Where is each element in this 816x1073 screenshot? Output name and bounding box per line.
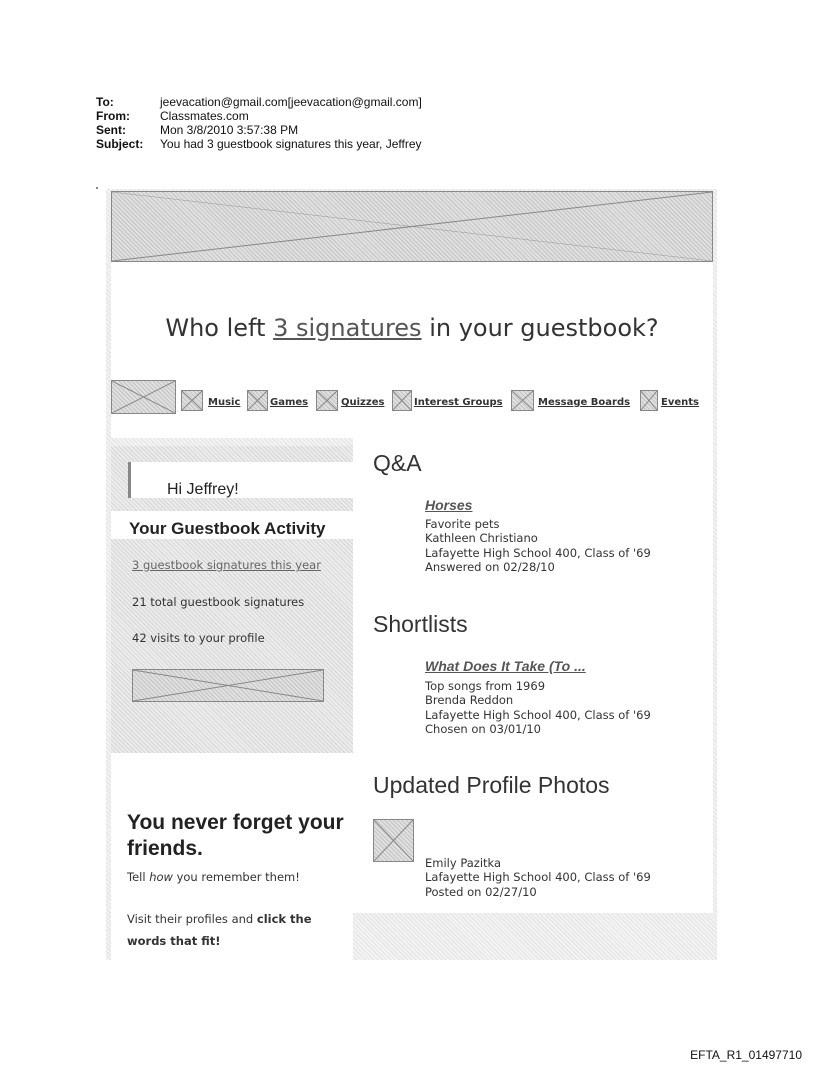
photo-line1: Emily Pazitka (425, 856, 502, 870)
shortlist-title-link[interactable]: What Does It Take (To ... (425, 658, 586, 674)
avatar (128, 462, 156, 498)
greeting-box (128, 462, 353, 498)
headline-area (111, 262, 713, 438)
from-label: From: (96, 109, 130, 123)
stray-dot (96, 187, 98, 189)
subject-value: You had 3 guestbook signatures this year, Jeffrey (160, 137, 422, 151)
photo-details (425, 856, 651, 899)
nav-interest-groups[interactable]: Interest Groups (414, 397, 503, 408)
promo-visit-bold: click the words that fit! (127, 912, 312, 948)
promo-tell-em: how (149, 870, 173, 884)
headline (112, 314, 712, 342)
nav-message-boards[interactable]: Message Boards (538, 397, 631, 408)
nav-music[interactable]: Music (208, 397, 241, 408)
main-content-notch (372, 438, 713, 448)
profile-visits: 42 visits to your profile (132, 631, 265, 645)
photo-line3: Posted on 02/27/10 (425, 884, 537, 899)
photos-heading: Updated Profile Photos (373, 772, 610, 798)
qa-line1: Favorite pets (425, 517, 500, 531)
classmates-logo-placeholder[interactable] (111, 380, 176, 414)
guestbook-activity-title: Your Guestbook Activity (129, 519, 326, 538)
sent-value: Mon 3/8/2010 3:57:38 PM (160, 123, 299, 137)
shortlist-line3: Lafayette High School 400, Class of '69 (425, 707, 651, 722)
games-icon[interactable] (247, 390, 268, 411)
profile-photo-placeholder[interactable] (373, 819, 414, 862)
events-icon[interactable] (640, 390, 658, 411)
signatures-this-year-link[interactable]: 3 guestbook signatures this year (132, 558, 321, 572)
banner-image-placeholder (111, 191, 713, 262)
sent-label: Sent: (96, 123, 126, 137)
sidebar-button-placeholder[interactable] (132, 669, 324, 702)
qa-heading: Q&A (373, 450, 422, 476)
promo-tell-pre: Tell (127, 870, 150, 884)
shortlist-line2: Brenda Reddon (425, 693, 514, 708)
promo-visit-pre: Visit their profiles and (127, 912, 257, 926)
to-label: To: (96, 95, 114, 109)
email-header (96, 95, 422, 151)
qa-line4: Answered on 02/28/10 (425, 559, 555, 574)
promo-visit (127, 908, 342, 952)
qa-title-link[interactable]: Horses (425, 497, 473, 513)
interest-groups-icon[interactable] (392, 390, 412, 411)
music-icon[interactable] (181, 390, 203, 411)
shortlist-line1: Top songs from 1969 (425, 679, 546, 693)
promo-tell (127, 870, 300, 884)
photo-line2: Lafayette High School 400, Class of '69 (425, 870, 651, 885)
qa-details (425, 517, 651, 574)
shortlists-heading: Shortlists (373, 611, 468, 637)
nav-quizzes[interactable]: Quizzes (341, 397, 385, 408)
greeting: Hi Jeffrey! (167, 481, 239, 498)
shortlist-line4: Chosen on 03/01/10 (425, 721, 541, 736)
nav-games[interactable]: Games (270, 397, 309, 408)
quizzes-icon[interactable] (316, 390, 338, 411)
promo-title: You never forget your friends. (127, 811, 344, 860)
qa-line3: Lafayette High School 400, Class of '69 (425, 545, 651, 560)
message-boards-icon[interactable] (511, 390, 534, 411)
signatures-link[interactable]: 3 signatures (273, 314, 422, 342)
promo-tell-post: you remember them! (172, 870, 300, 884)
total-signatures: 21 total guestbook signatures (132, 595, 305, 609)
nav-events[interactable]: Events (661, 397, 699, 408)
to-value: jeevacation@gmail.com[jeevacation@gmail.com] (160, 95, 422, 109)
shortlist-details (425, 679, 651, 736)
subject-label: Subject: (96, 137, 144, 151)
headline-pre: Who left (165, 314, 274, 342)
headline-post: in your guestbook? (421, 314, 659, 342)
document-id: EFTA_R1_01497710 (690, 1048, 802, 1062)
from-value: Classmates.com (160, 109, 249, 123)
qa-line2: Kathleen Christiano (425, 531, 538, 546)
